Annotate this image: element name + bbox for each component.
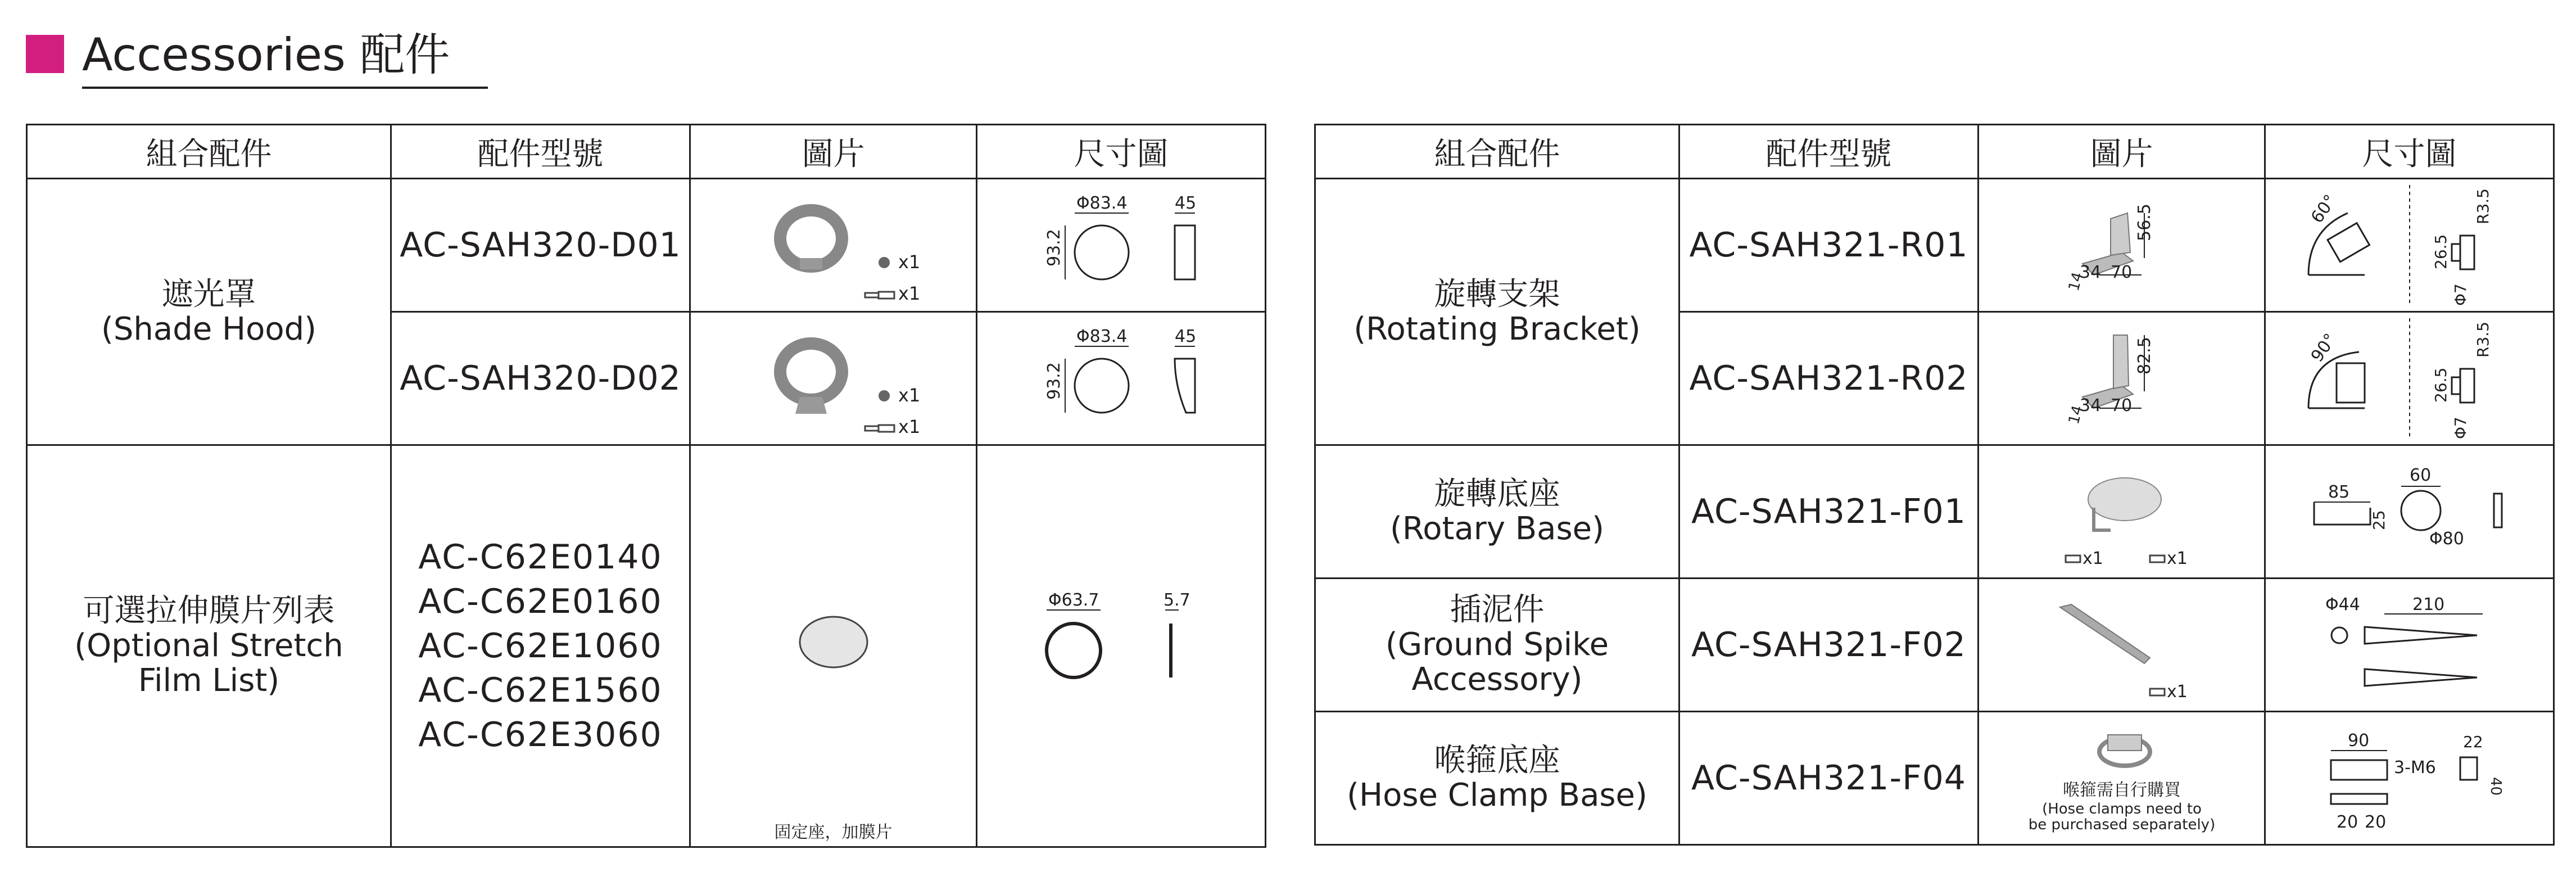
dim-d2: R3.5 [2473, 322, 2492, 358]
dim-210: 210 [2412, 595, 2444, 615]
dim-height: 93.2 [1044, 362, 1064, 400]
dim-d1: 26.5 [2431, 234, 2450, 269]
film-model: AC-C62E1060 [418, 626, 663, 666]
bracket-r01-dimension [2265, 179, 2554, 312]
dim-20a: 20 [2336, 812, 2358, 832]
rotary-base-group [1315, 445, 1679, 579]
bracket-r01-picture [1979, 179, 2265, 312]
hose-clamp-group [1315, 712, 1679, 845]
section-title: Accessories 配件 [82, 29, 450, 81]
dim-angle: 90° [2307, 329, 2340, 366]
shade-hood-group [27, 179, 391, 445]
dim-diameter: Φ83.4 [1076, 327, 1127, 346]
shade-hood-d02-drawing [981, 313, 1262, 442]
shade-hood-name-en: (Shade Hood) [101, 310, 317, 347]
col-header-picture: 圖片 [1979, 125, 2265, 179]
dim-depth: 45 [1174, 327, 1196, 346]
dim-d1: 26.5 [2431, 367, 2450, 403]
qty-label: x1 [898, 385, 920, 406]
dim-d3: Φ7 [2451, 417, 2470, 439]
rotary-base-drawing [2269, 446, 2550, 575]
model-ac-sah321-r02: AC-SAH321-R02 [1679, 312, 1979, 445]
shade-hood-name-zh: 遮光罩 [161, 275, 256, 313]
rotary-base-photo-icon [1981, 446, 2262, 575]
hose-clamp-name-zh: 喉箍底座 [1434, 742, 1560, 779]
dim-60: 60 [2409, 466, 2431, 485]
model-ac-sah320-d01: AC-SAH320-D01 [391, 179, 690, 312]
model-ac-sah321-f01: AC-SAH321-F01 [1679, 445, 1979, 579]
dim-depth: 45 [1174, 193, 1196, 213]
dim-40: 40 [2487, 777, 2504, 796]
dim-height: 82.5 [2134, 337, 2154, 374]
film-model: AC-C62E3060 [418, 715, 663, 755]
hose-clamp-dimension [2265, 712, 2554, 845]
col-header-combo: 組合配件 [27, 125, 391, 179]
bracket-r01-drawing-icon [1981, 179, 2262, 309]
model-ac-sah320-d02: AC-SAH320-D02 [391, 312, 690, 445]
dim-angle: 60° [2307, 191, 2340, 227]
ground-spike-picture [1979, 579, 2265, 712]
qty-label: x1 [898, 251, 920, 273]
dim-w1: 34 [2079, 396, 2101, 415]
ground-spike-group [1315, 579, 1679, 712]
shade-hood-d01-picture [690, 179, 977, 312]
model-ac-sah321-f02: AC-SAH321-F02 [1679, 579, 1979, 712]
hose-clamp-note-en-2: be purchased separately) [2028, 816, 2215, 833]
hose-clamp-note-zh: 喉箍需自行購買 [2062, 780, 2181, 800]
film-model: AC-C62E1560 [418, 670, 663, 710]
col-header-dimension: 尺寸圖 [2265, 125, 2554, 179]
magenta-square-icon [26, 35, 64, 73]
film-name-zh: 可選拉伸膜片列表 [83, 593, 335, 629]
hose-clamp-drawing [2269, 712, 2550, 842]
bracket-r02-dimension [2265, 312, 2554, 445]
film-picture [690, 445, 977, 847]
film-group [27, 445, 391, 847]
right-accessories-table [1314, 124, 2555, 846]
dim-w2: 70 [2110, 396, 2132, 415]
ground-spike-name-en-2: Accessory) [1411, 661, 1583, 698]
model-ac-sah321-f04: AC-SAH321-F04 [1679, 712, 1979, 845]
dim-w2: 70 [2110, 263, 2132, 282]
dim-3m6: 3-M6 [2393, 758, 2436, 778]
model-ac-sah321-r01: AC-SAH321-R01 [1679, 179, 1979, 312]
ground-spike-photo-icon [1981, 579, 2262, 708]
dim-thickness: 5.7 [1163, 590, 1190, 610]
film-model: AC-C62E0160 [418, 581, 663, 621]
dim-90: 90 [2347, 731, 2369, 751]
film-note: 固定座，加膜片 [774, 823, 893, 842]
dim-85: 85 [2328, 482, 2349, 502]
qty-label: x1 [2166, 549, 2188, 568]
qty-label: x1 [2082, 549, 2103, 568]
rotating-bracket-name-zh: 旋轉支架 [1434, 275, 1560, 313]
col-header-model: 配件型號 [391, 125, 690, 179]
dim-height: 56.5 [2134, 204, 2154, 241]
dim-20b: 20 [2364, 812, 2386, 832]
dim-25: 25 [2369, 510, 2388, 530]
hose-clamp-photo-icon [1981, 712, 2262, 842]
shade-hood-d01-photo-icon [693, 179, 974, 309]
film-model: AC-C62E0140 [418, 537, 663, 577]
qty-label: x1 [2166, 682, 2188, 702]
rotary-base-name-en: (Rotary Base) [1390, 510, 1604, 547]
film-dimension [977, 445, 1266, 847]
rotating-bracket-name-en: (Rotating Bracket) [1353, 310, 1641, 347]
dim-w0: 14 [2065, 404, 2086, 426]
bracket-r02-drawing-icon [1981, 313, 2262, 442]
rotary-base-dimension [2265, 445, 2554, 579]
ground-spike-drawing [2269, 579, 2550, 708]
bracket-r02-dim-drawing [2269, 313, 2550, 442]
bracket-r01-dim-drawing [2269, 179, 2550, 309]
left-accessories-table [26, 124, 1266, 848]
rotary-base-name-zh: 旋轉底座 [1434, 476, 1560, 512]
dim-diameter: Φ63.7 [1048, 590, 1099, 610]
dim-d3: Φ7 [2451, 283, 2470, 306]
title-underline [82, 87, 488, 89]
rotating-bracket-group [1315, 179, 1679, 445]
dim-d2: R3.5 [2473, 188, 2492, 224]
dim-w1: 34 [2079, 263, 2101, 282]
film-name-en-1: (Optional Stretch [74, 627, 343, 664]
hose-clamp-picture [1979, 712, 2265, 845]
bracket-r02-picture [1979, 312, 2265, 445]
ground-spike-name-zh: 插泥件 [1450, 591, 1545, 628]
dim-diameter: Φ83.4 [1076, 193, 1127, 213]
shade-hood-d02-picture [690, 312, 977, 445]
qty-label: x1 [898, 416, 920, 437]
rotary-base-picture [1979, 445, 2265, 579]
dim-height: 93.2 [1044, 229, 1064, 266]
shade-hood-d02-photo-icon [693, 313, 974, 442]
dim-phi44: Φ44 [2325, 595, 2360, 615]
hose-clamp-note-en-1: (Hose clamps need to [2041, 801, 2202, 817]
col-header-combo: 組合配件 [1315, 125, 1679, 179]
ground-spike-name-en-1: (Ground Spike [1385, 626, 1609, 663]
film-drawing [981, 448, 1262, 842]
dim-w0: 14 [2065, 270, 2086, 293]
shade-hood-d01-dimension [977, 179, 1266, 312]
film-name-en-2: Film List) [138, 662, 280, 699]
shade-hood-d02-dimension [977, 312, 1266, 445]
ground-spike-dimension [2265, 579, 2554, 712]
film-photo-icon [693, 448, 974, 842]
shade-hood-d01-drawing [981, 179, 1262, 309]
hose-clamp-name-en: (Hose Clamp Base) [1347, 777, 1647, 814]
dim-phi80: Φ80 [2429, 529, 2464, 549]
col-header-model: 配件型號 [1679, 125, 1979, 179]
col-header-dimension: 尺寸圖 [977, 125, 1266, 179]
qty-label: x1 [898, 283, 920, 304]
dim-22: 22 [2462, 733, 2483, 751]
film-model-list [391, 445, 690, 847]
col-header-picture: 圖片 [690, 125, 977, 179]
